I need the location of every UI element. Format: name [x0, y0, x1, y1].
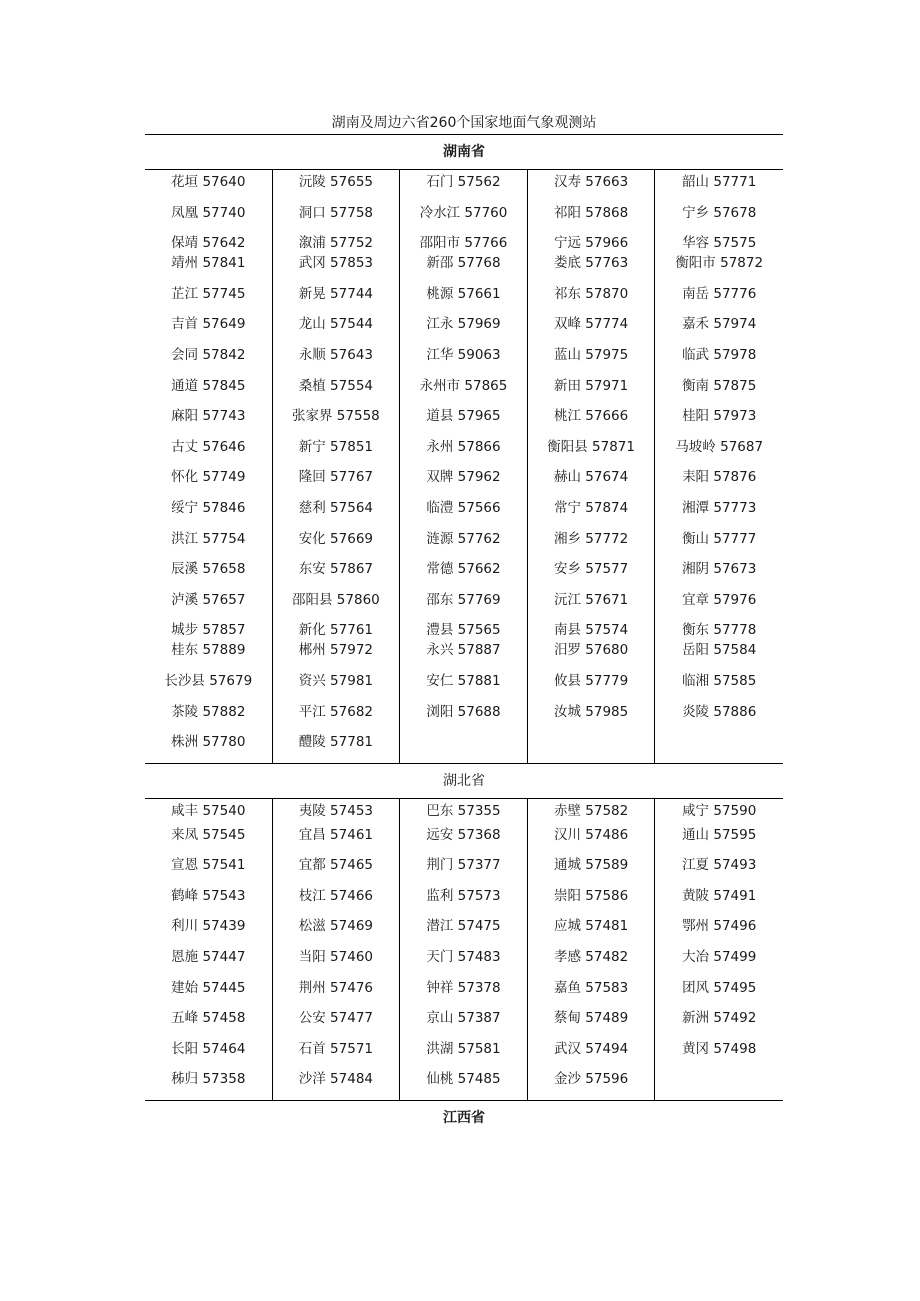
- station-cell: 石首 57571: [298, 1040, 374, 1057]
- station-cell: 辰溪 57658: [171, 561, 246, 578]
- station-cell: 南岳 57776: [682, 285, 757, 302]
- station-cell: 枝江 57466: [298, 887, 374, 904]
- station-cell: 双峰 57774: [553, 316, 629, 333]
- station-cell: 资兴 57981: [298, 672, 374, 689]
- station-cell: 衡东 57778: [682, 622, 757, 639]
- station-cell: 麻阳 57743: [171, 408, 246, 425]
- station-cell: 茶陵 57882: [171, 703, 246, 720]
- station-cell: 远安 57368: [426, 826, 501, 843]
- station-cell: 荆门 57377: [426, 857, 501, 874]
- station-column: [273, 799, 401, 1100]
- station-cell: 马坡岭 57687: [675, 438, 764, 455]
- station-cell: 攸县 57779: [553, 672, 629, 689]
- station-cell: 江夏 57493: [682, 857, 757, 874]
- station-cell: 汝城 57985: [553, 703, 629, 720]
- station-cell: 蓝山 57975: [553, 346, 629, 363]
- station-cell: 夷陵 57453: [298, 802, 374, 819]
- station-cell: 会同 57842: [171, 346, 246, 363]
- station-cell: 安乡 57577: [553, 561, 629, 578]
- station-cell: 涟源 57762: [426, 530, 501, 547]
- station-cell: 利川 57439: [171, 918, 246, 935]
- station-cell: 邵阳市 57766: [419, 235, 508, 252]
- station-cell: 衡山 57777: [682, 530, 757, 547]
- station-column: [145, 799, 273, 1100]
- station-cell: 洪湖 57581: [426, 1040, 501, 1057]
- station-cell: 监利 57573: [426, 887, 501, 904]
- station-cell: 炎陵 57886: [682, 703, 757, 720]
- station-cell: 泸溪 57657: [171, 591, 246, 608]
- station-cell: 常宁 57874: [553, 499, 629, 516]
- station-column: [400, 170, 528, 763]
- station-cell: 沅陵 57655: [298, 174, 374, 190]
- station-cell: 桃源 57661: [426, 285, 501, 302]
- station-cell: 团风 57495: [682, 979, 757, 996]
- station-column: [655, 170, 783, 763]
- station-cell: 仙桃 57485: [426, 1071, 501, 1088]
- station-cell: 岳阳 57584: [682, 642, 757, 659]
- station-cell: 黄冈 57498: [682, 1040, 757, 1057]
- station-cell: 大冶 57499: [682, 949, 757, 966]
- station-cell: 保靖 57642: [171, 235, 246, 252]
- station-cell: 宜都 57465: [298, 857, 374, 874]
- station-cell: 吉首 57649: [171, 316, 246, 333]
- station-cell: 新化 57761: [298, 622, 374, 639]
- station-cell: 浏阳 57688: [426, 703, 501, 720]
- station-cell: 衡南 57875: [682, 377, 757, 394]
- station-cell: 荆州 57476: [298, 979, 374, 996]
- station-cell: 怀化 57749: [171, 469, 246, 486]
- station-cell: 耒阳 57876: [682, 469, 757, 486]
- station-cell: 古丈 57646: [171, 438, 246, 455]
- station-cell: 通道 57845: [171, 377, 246, 394]
- station-cell: 新田 57971: [553, 377, 629, 394]
- station-cell: 邵阳县 57860: [292, 591, 380, 608]
- station-cell: 凤凰 57740: [171, 204, 246, 221]
- station-cell: 双牌 57962: [426, 469, 501, 486]
- station-cell: 芷江 57745: [171, 285, 246, 302]
- province-title-hunan: 湖南省: [443, 144, 485, 160]
- station-cell: 城步 57857: [171, 622, 246, 639]
- station-cell: 安仁 57881: [426, 672, 501, 689]
- station-cell: 临湘 57585: [682, 672, 757, 689]
- station-cell: 咸丰 57540: [171, 802, 246, 819]
- station-cell: 当阳 57460: [298, 949, 374, 966]
- station-cell: 京山 57387: [426, 1010, 501, 1027]
- station-cell: 湘阴 57673: [682, 561, 757, 578]
- station-cell: 花垣 57640: [171, 174, 246, 190]
- station-cell: 南县 57574: [553, 622, 629, 639]
- station-cell: 永州 57866: [426, 438, 501, 455]
- station-cell: 宁乡 57678: [682, 204, 757, 221]
- document-page: [145, 112, 783, 1135]
- station-cell: 长沙县 57679: [164, 672, 253, 689]
- station-cell: 靖州 57841: [171, 255, 246, 272]
- hubei-station-table: [145, 799, 783, 1100]
- station-cell: 张家界 57558: [292, 408, 380, 425]
- station-cell: 永州市 57865: [419, 377, 508, 394]
- station-cell: 公安 57477: [298, 1010, 374, 1027]
- station-cell: 武汉 57494: [553, 1040, 629, 1057]
- station-cell: 江华 59063: [426, 346, 501, 363]
- station-cell: 建始 57445: [171, 979, 246, 996]
- station-cell: 郴州 57972: [298, 642, 374, 659]
- station-column: [528, 799, 656, 1100]
- station-cell: 溆浦 57752: [298, 235, 374, 252]
- station-cell: 汉寿 57663: [553, 174, 629, 190]
- station-cell: 通城 57589: [553, 857, 629, 874]
- station-cell: 新洲 57492: [682, 1010, 757, 1027]
- station-cell: 永兴 57887: [426, 642, 501, 659]
- station-cell: 蔡甸 57489: [553, 1010, 629, 1027]
- station-cell: 湘潭 57773: [682, 499, 757, 516]
- station-column: [400, 799, 528, 1100]
- station-cell: 来凤 57545: [171, 826, 246, 843]
- station-cell: 桂阳 57973: [682, 408, 757, 425]
- station-cell: 祁阳 57868: [553, 204, 629, 221]
- station-cell: 宜昌 57461: [298, 826, 374, 843]
- station-cell: 东安 57867: [298, 561, 374, 578]
- station-cell: 沅江 57671: [553, 591, 629, 608]
- station-column: [528, 170, 656, 763]
- station-cell: 长阳 57464: [171, 1040, 246, 1057]
- station-cell: 湘乡 57772: [553, 530, 629, 547]
- station-cell: 鄂州 57496: [682, 918, 757, 935]
- station-cell: 潜江 57475: [426, 918, 501, 935]
- station-cell: 冷水江 57760: [419, 204, 508, 221]
- station-cell: 秭归 57358: [171, 1071, 246, 1088]
- station-cell: 龙山 57544: [298, 316, 374, 333]
- station-cell: 衡阳县 57871: [547, 438, 635, 455]
- station-cell: 娄底 57763: [553, 255, 629, 272]
- station-cell: 嘉禾 57974: [682, 316, 757, 333]
- station-cell: 汉川 57486: [553, 826, 629, 843]
- station-cell: 宜章 57976: [682, 591, 757, 608]
- station-cell: 安化 57669: [298, 530, 374, 547]
- station-cell: 绥宁 57846: [171, 499, 246, 516]
- station-cell: 咸宁 57590: [682, 802, 757, 819]
- station-cell: 桂东 57889: [171, 642, 246, 659]
- station-column: [145, 170, 273, 763]
- station-cell: 新晃 57744: [298, 285, 374, 302]
- province-title-hubei: 湖北省: [443, 772, 485, 789]
- station-cell: 永顺 57643: [298, 346, 374, 363]
- station-cell: 桑植 57554: [298, 377, 374, 394]
- station-cell: 慈利 57564: [298, 499, 374, 516]
- station-cell: 宁远 57966: [553, 235, 629, 252]
- station-cell: 华容 57575: [682, 235, 757, 252]
- station-cell: 道县 57965: [426, 408, 501, 425]
- station-cell: 恩施 57447: [171, 949, 246, 966]
- station-cell: 应城 57481: [553, 918, 629, 935]
- station-cell: 醴陵 57781: [298, 734, 374, 751]
- station-cell: 鹤峰 57543: [171, 887, 246, 904]
- station-cell: 五峰 57458: [171, 1010, 246, 1027]
- station-cell: 邵东 57769: [426, 591, 501, 608]
- station-cell: 赤壁 57582: [553, 802, 629, 819]
- station-cell: 巴东 57355: [426, 802, 501, 819]
- station-cell: 嘉鱼 57583: [553, 979, 629, 996]
- station-cell: 株洲 57780: [171, 734, 246, 751]
- station-cell: 松滋 57469: [298, 918, 374, 935]
- station-cell: 石门 57562: [426, 174, 501, 190]
- station-cell: 韶山 57771: [682, 174, 757, 190]
- station-cell: 洞口 57758: [298, 204, 374, 221]
- station-cell: 衡阳市 57872: [675, 255, 764, 272]
- station-cell: 通山 57595: [682, 826, 757, 843]
- station-cell: 桃江 57666: [553, 408, 629, 425]
- station-cell: 临澧 57566: [426, 499, 501, 516]
- station-cell: 金沙 57596: [553, 1071, 629, 1088]
- document-title: 湖南及周边六省260个国家地面气象观测站: [331, 115, 597, 131]
- station-cell: 黄陂 57491: [682, 887, 757, 904]
- station-cell: 常德 57662: [426, 561, 501, 578]
- station-cell: 江永 57969: [426, 316, 501, 333]
- station-column: [655, 799, 783, 1100]
- station-cell: 崇阳 57586: [553, 887, 629, 904]
- station-cell: 洪江 57754: [171, 530, 246, 547]
- station-cell: 澧县 57565: [426, 622, 501, 639]
- hunan-station-table: [145, 170, 783, 763]
- station-cell: 临武 57978: [682, 346, 757, 363]
- station-cell: 隆回 57767: [298, 469, 374, 486]
- station-cell: 赫山 57674: [553, 469, 629, 486]
- province-title-jiangxi: 江西省: [443, 1110, 485, 1127]
- station-cell: 平江 57682: [298, 703, 374, 720]
- station-cell: 孝感 57482: [553, 949, 629, 966]
- station-cell: 汨罗 57680: [553, 642, 629, 659]
- station-column: [273, 170, 401, 763]
- station-cell: 宣恩 57541: [171, 857, 246, 874]
- station-cell: 新宁 57851: [298, 438, 374, 455]
- station-cell: 新邵 57768: [426, 255, 501, 272]
- station-cell: 祁东 57870: [553, 285, 629, 302]
- station-cell: 沙洋 57484: [298, 1071, 374, 1088]
- station-cell: 钟祥 57378: [426, 979, 501, 996]
- station-cell: 天门 57483: [426, 949, 501, 966]
- station-cell: 武冈 57853: [298, 255, 374, 272]
